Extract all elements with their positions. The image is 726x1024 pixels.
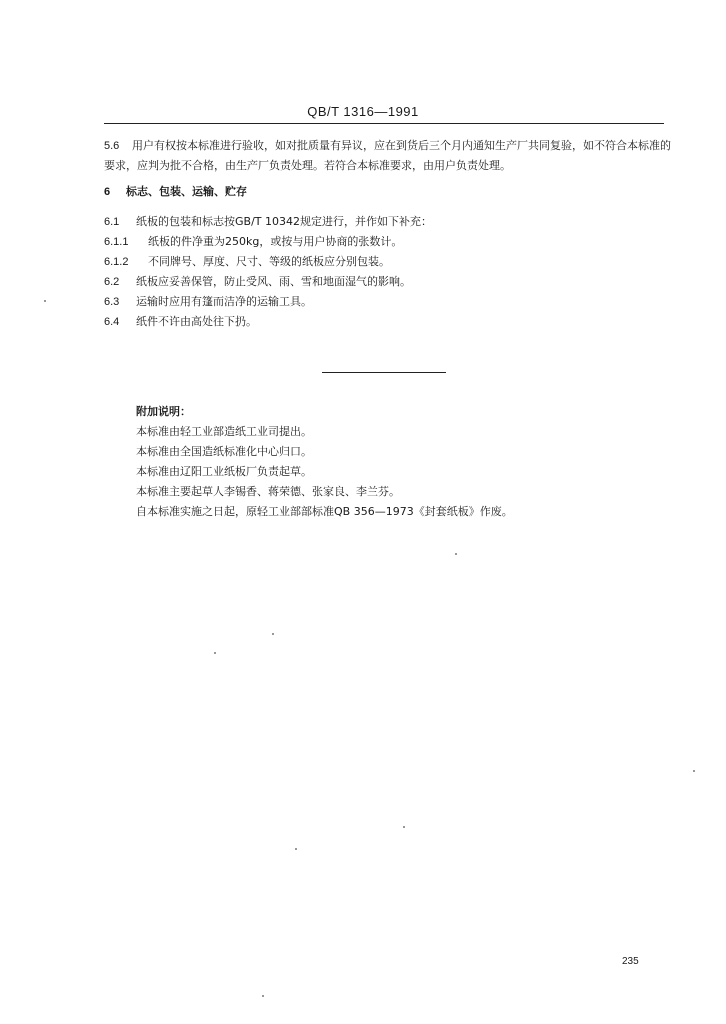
- clause-text: 运输时应用有篷而洁净的运输工具。: [136, 295, 312, 308]
- section-6-heading: [104, 182, 247, 202]
- clause-6-1-2: [104, 252, 390, 272]
- clause-text: 纸板的件净重为250kg，或按与用户协商的张数计。: [148, 235, 403, 248]
- scan-speck: [44, 300, 46, 302]
- section-title: 标志、包装、运输、贮存: [126, 185, 247, 198]
- scan-speck: [262, 995, 264, 997]
- scan-speck: [214, 652, 216, 654]
- standard-code-header: QB/T 1316—1991: [307, 104, 419, 119]
- page-number: 235: [622, 956, 639, 967]
- note-line: 本标准由辽阳工业纸板厂负责起草。: [136, 465, 312, 478]
- clause-text: 纸板应妥善保管，防止受风、雨、雪和地面湿气的影响。: [136, 275, 411, 288]
- clause-number: 6.1.1: [104, 236, 129, 248]
- clause-number: 5.6: [104, 140, 120, 152]
- clause-text: 用户有权按本标准进行验收，如对批质量有异议，应在到货后三个月内通知生产厂共同复验，如不符合本标准的要求，应判为批不合格，由生产厂负责处理。若符合本标准要求，由用户负责处理。: [104, 139, 671, 172]
- clause-number: 6.2: [104, 276, 120, 288]
- note-line: 本标准主要起草人李锡香、蒋荣德、张家良、李兰芬。: [136, 485, 400, 498]
- note-line: 自本标准实施之日起，原轻工业部部标准QB 356—1973《封套纸板》作废。: [136, 505, 513, 518]
- scan-speck: [693, 770, 695, 772]
- scan-speck: [295, 848, 297, 850]
- clause-text: 纸板的包装和标志按GB/T 10342规定进行，并作如下补充：: [136, 215, 432, 228]
- clause-text: 纸件不许由高处往下扔。: [136, 315, 257, 328]
- scan-speck: [272, 633, 274, 635]
- clause-6-2: [104, 272, 411, 292]
- note-line: 本标准由轻工业部造纸工业司提出。: [136, 425, 312, 438]
- clause-number: 6.1.2: [104, 256, 129, 268]
- clause-6-4: [104, 312, 257, 332]
- notes-title: 附加说明：: [136, 405, 191, 418]
- scan-speck: [403, 826, 405, 828]
- clause-number: 6.1: [104, 216, 120, 228]
- scan-speck: [455, 553, 457, 555]
- clause-6-1: [104, 212, 432, 232]
- end-of-text-rule: [322, 372, 446, 373]
- note-line: 本标准由全国造纸标准化中心归口。: [136, 445, 312, 458]
- clause-6-1-1: [104, 232, 402, 252]
- clause-number: 6.4: [104, 316, 120, 328]
- section-number: 6: [104, 186, 111, 198]
- clause-5-6: [104, 136, 672, 176]
- clause-number: 6.3: [104, 296, 120, 308]
- clause-6-3: [104, 292, 312, 312]
- clause-text: 不同牌号、厚度、尺寸、等级的纸板应分别包装。: [148, 255, 390, 268]
- header-rule: [104, 123, 664, 124]
